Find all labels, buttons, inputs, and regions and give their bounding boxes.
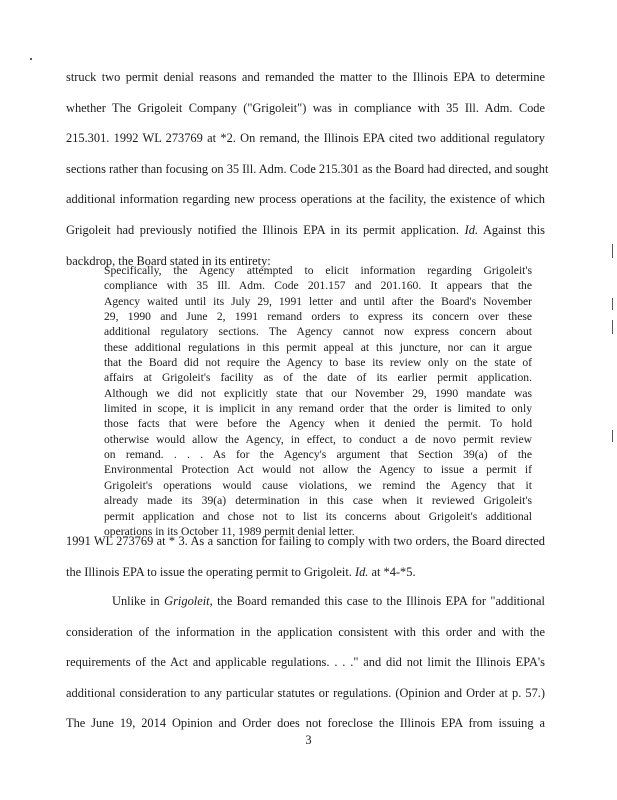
paragraph-2 xyxy=(66,526,545,587)
quote-line: Although we did not explicitly state that our November 29, 1990 mandate was xyxy=(104,386,532,400)
text-line: additional consideration to any particular statutes or regulations. (Opinion and Order at p. 57.) xyxy=(66,685,545,700)
quote-line: operations in its October 11, 1989 permit denial letter. xyxy=(104,524,355,538)
quote-line: on remand. . . . As for the Agency's argument that Section 39(a) of the xyxy=(104,448,532,462)
quote-line: affairs at Grigoleit's facility as of the date of its earlier permit application. xyxy=(104,371,532,385)
text-line: backdrop, the Board stated in its entirety: xyxy=(66,253,271,268)
quote-line: limited in scope, it is implicit in any remand order that the order is limited to only xyxy=(104,402,532,416)
scan-speck xyxy=(30,58,32,60)
text-line: whether The Grigoleit Company ("Grigoleit") was in compliance with 35 Ill. Adm. Code xyxy=(66,100,545,115)
text-line: Unlike in Grigoleit, the Board remanded this case to the Illinois EPA for "additional xyxy=(112,594,546,608)
quote-line: otherwise would allow the Agency, in effect, to conduct a de novo permit review xyxy=(104,432,532,446)
text-line: struck two permit denial reasons and remanded the matter to the Illinois EPA to determine xyxy=(66,70,545,84)
block-quote xyxy=(104,263,532,539)
paragraph-1 xyxy=(66,62,549,276)
quote-line: Environmental Protection Act would not allow the Agency to issue a permit if xyxy=(104,463,532,477)
margin-mark xyxy=(612,430,613,442)
text-line: 215.301. 1992 WL 273769 at *2. On remand, the Illinois EPA cited two additional regulatory xyxy=(66,131,545,146)
quote-line: those facts that were before the Agency when it denied the permit. To hold xyxy=(104,417,532,431)
text-line: the Illinois EPA to issue the operating permit to Grigoleit. Id. at *4-*5. xyxy=(66,564,416,579)
paragraph-3 xyxy=(66,586,545,739)
margin-mark xyxy=(612,244,613,258)
quote-line: that the Board did not require the Agency to base its review only on the state of xyxy=(104,356,532,370)
page-number: 3 xyxy=(305,733,312,747)
quote-line: 29, 1990 and June 2, 1991 remand orders to express its concern over these xyxy=(104,310,532,324)
quote-line: additional regulatory sections. The Agency cannot now express concern about xyxy=(104,325,532,339)
margin-mark xyxy=(612,298,613,310)
quote-line: permit application and chose not to list its concerns about Grigoleit's additional xyxy=(104,509,532,523)
text-line: consideration of the information in the application consistent with this order and with the xyxy=(66,624,545,639)
quote-line: compliance with 35 Ill. Adm. Code 201.157 and 201.160. It appears that the xyxy=(104,279,532,293)
text-line: 1991 WL 273769 at * 3. As a sanction for failing to comply with two orders, the Board directed xyxy=(66,534,545,548)
text-line: requirements of the Act and applicable regulations. . . ." and did not limit the Illinois EPA's xyxy=(66,655,545,670)
quote-line: Grigoleit's operations would cause violations, we remind the Agency that it xyxy=(104,478,532,492)
text-line: Grigoleit had previously notified the Illinois EPA in its permit application. Id. Against this xyxy=(66,222,545,237)
text-line: The June 19, 2014 Opinion and Order does not foreclose the Illinois EPA from issuing a xyxy=(66,716,545,731)
quote-line: already made its 39(a) determination in this case when it reviewed Grigoleit's xyxy=(104,494,532,508)
quote-line: these additional regulations in this permit appeal at this juncture, nor can it argue xyxy=(104,340,532,354)
text-line: sections rather than focusing on 35 Ill. Adm. Code 215.301 as the Board had directed, and sought xyxy=(66,161,549,176)
quote-line: Agency waited until its July 29, 1991 letter and until after the Board's November xyxy=(104,294,532,308)
quote-line: Specifically, the Agency attempted to elicit information regarding Grigoleit's xyxy=(104,264,532,277)
margin-mark xyxy=(612,320,613,334)
text-line: additional information regarding new process operations at the facility, the existence of which xyxy=(66,192,545,207)
